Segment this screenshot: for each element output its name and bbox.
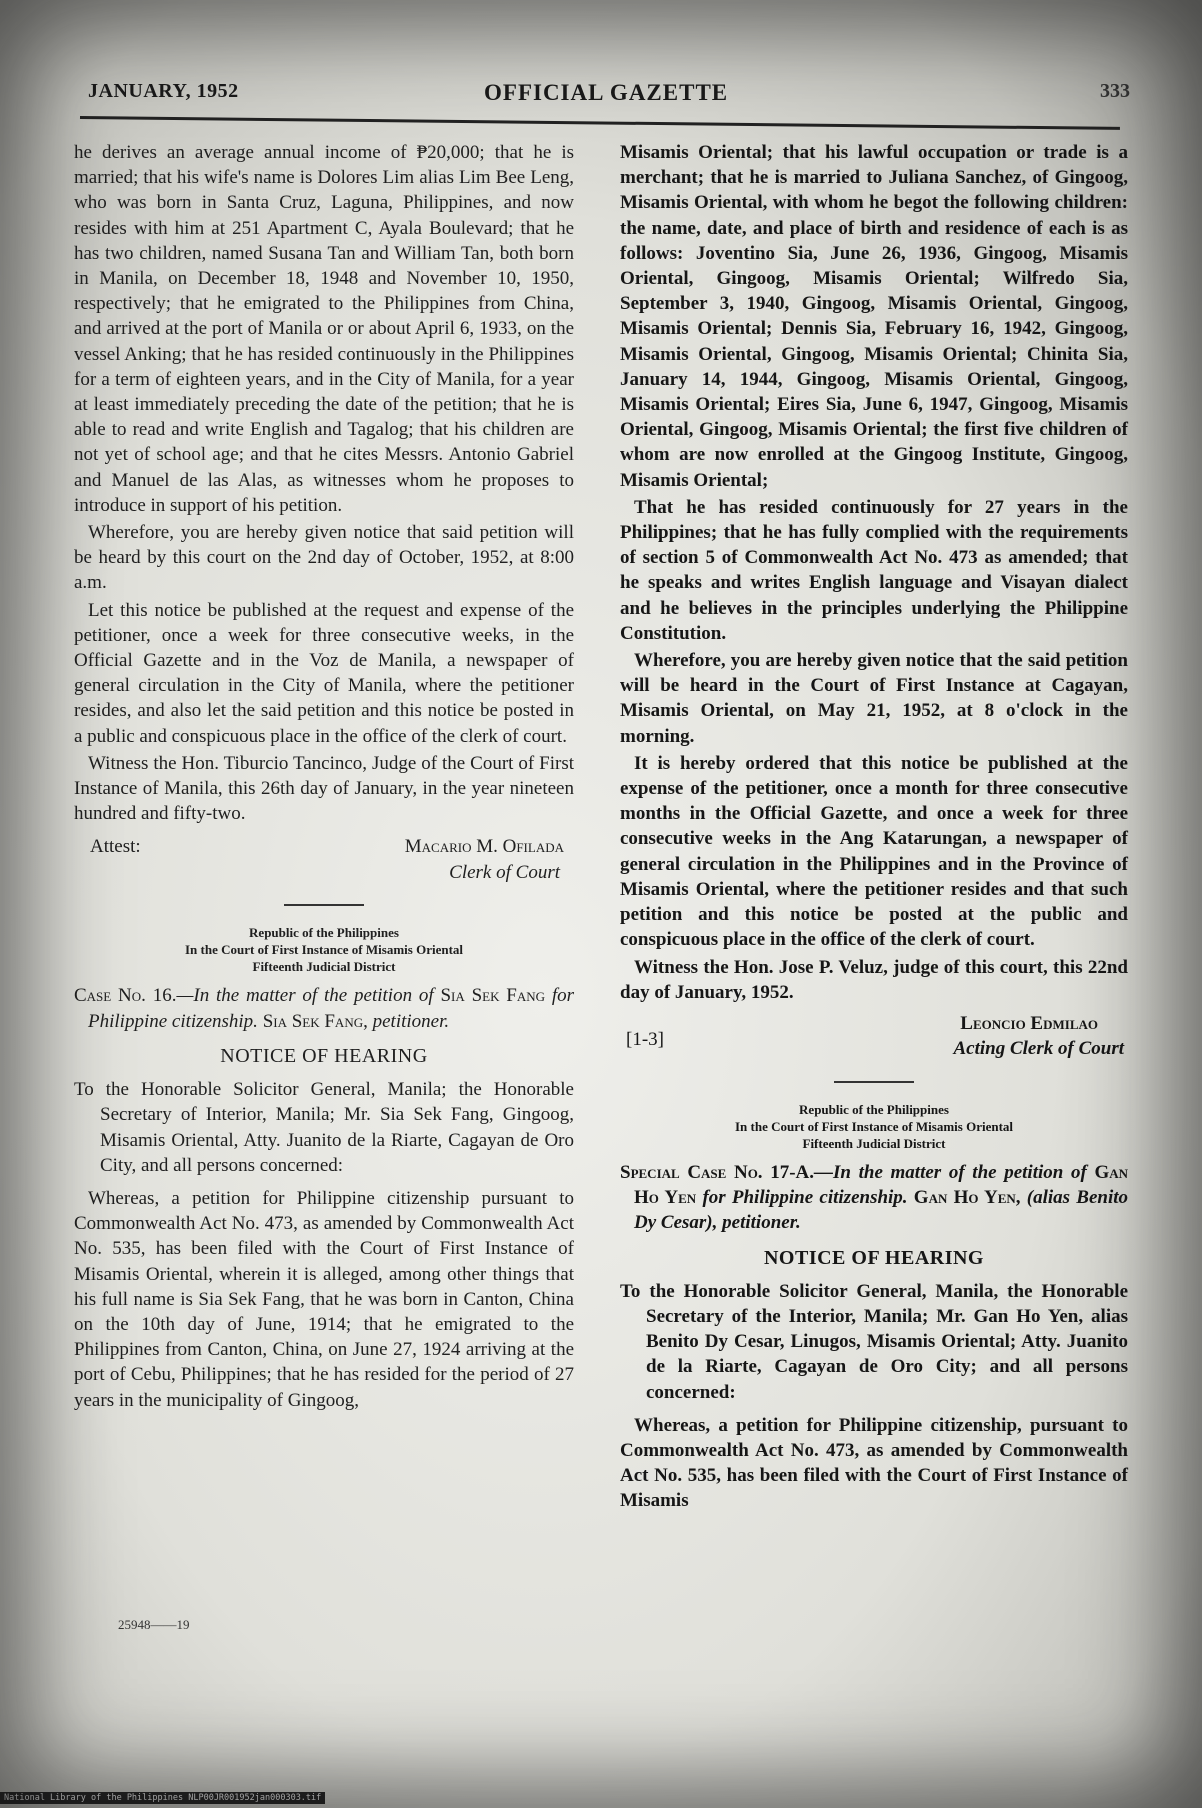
notice-addressee: To the Honorable Solicitor General, Manila; the Honorable Secretary of Interior, Manila; Mr. Sia Sek Fang, Gingoog, Misamis Oriental, Atty. Juanito de la Riarte, Cagayan de Oro City, and all persons concerned: bbox=[74, 1079, 574, 1176]
left-paragraph-1: he derives an average annual income of ₱20,000; that he is married; that his wife's name is Dolores Lim alias Lim Bee Leng, who was born in Santa Cruz, Laguna, Philippines, and now resides with him at 251 Apartment C, Ayala Boulevard; that he has two children, named Susana Tan and William Tan, both born in Manila, on December 18, 1948 and November 10, 1950, respectively; that he emigrated to the Philippines from China, and arrived at the port of Manila or or about April 6, 1933, on the vessel Anking; that he has resided continuously in the Philippines for a term of eighteen years, and in the City of Manila, for a year at least immediately preceding the date of the petition; that he is able to read and write English and Tagalog; that his children are not yet of school age; and that he cites Messrs. Antonio Gabriel and Manuel de las Alas, as witnesses whom he proposes to introduce in support of his petition. bbox=[74, 142, 574, 516]
notice-title: NOTICE OF HEARING bbox=[220, 1044, 428, 1067]
right-paragraph-5: Witness the Hon. Jose P. Veluz, judge of this court, this 22nd day of January, 1952. bbox=[620, 956, 1128, 1003]
section-divider bbox=[284, 904, 364, 906]
right-paragraph-2: That he has resided continuously for 27 years in the Philippines; that he has fully complied with the requirements of section 5 of Commonwealth Act No. 473 as amended; that he speaks and writes English language and Visayan dialect and he believes in the principles underlying the Philippine Constitution. bbox=[620, 496, 1128, 644]
right-column bbox=[620, 140, 1128, 1516]
left-paragraph-4: Witness the Hon. Tiburcio Tancinco, Judge of the Court of First Instance of Manila, this 26th day of January, in the year nineteen hundred and fifty-two. bbox=[74, 752, 574, 825]
notice-addressee-right: To the Honorable Solicitor General, Manila, the Honorable Secretary of the Interior, Manila; Mr. Gan Ho Yen, alias Benito Dy Cesar, Linugos, Misamis Oriental; Atty. Juanito de la Riarte, Cagayan de Oro City; and all persons concerned: bbox=[620, 1280, 1128, 1403]
whereas-paragraph: Whereas, a petition for Philippine citizenship pursuant to Commonwealth Act No. 473, as amended by Commonwealth Act No. 535, has been filed with the Court of First Instance of Misamis Oriental, wherein it is alleged, among other things that his full name is Sia Sek Fang, that he was born in Canton, China on the 10th day of June, 1914; that he emigrated to the Philippines from Canton, China, on June 27, 1924 arriving at the port of Cebu, Philippines; that he has resided for the period of 27 years in the municipality of Gingoog, bbox=[74, 1187, 574, 1411]
court-republic-right: Republic of the Philippines bbox=[799, 1101, 949, 1117]
running-head-title: OFFICIAL GAZETTE bbox=[484, 80, 729, 105]
case-purpose: for Philippine citizenship. bbox=[88, 985, 575, 1032]
scan-caption: National Library of the Philippines NLP00JR001952jan000303.tif bbox=[0, 1792, 325, 1804]
case-role: petitioner. bbox=[372, 1010, 450, 1032]
case-number: Case No. 16. bbox=[74, 985, 177, 1007]
right-paragraph-4: It is hereby ordered that this notice be published at the expense of the petitioner, once a month for three consecutive months in the Official Gazette, and once a week for three consecutive weeks in the Ang Katarungan, a newspaper of general circulation in the Philippines and in the Province of Misamis Oriental, where the petitioner resides and that such petition and this notice be posted at the public and conspicuous place in the office of the clerk of court. bbox=[620, 752, 1128, 951]
court-republic: Republic of the Philippines bbox=[249, 925, 399, 941]
left-paragraph-3: Let this notice be published at the request and expense of the petitioner, once a week for three consecutive weeks, in the Official Gazette and in the Voz de Manila, a newspaper of general circulation in the City of Manila, where the petitioner resides, and also let the said petition and this notice be posted in a public and conspicuous place in the office of the clerk of court. bbox=[74, 599, 574, 747]
court-district-right: Fifteenth Judicial District bbox=[802, 1135, 946, 1151]
case-number-right: Special Case No. 17-A. bbox=[620, 1161, 814, 1183]
acting-clerk-name: Leoncio Edmilao bbox=[960, 1012, 1098, 1034]
case-petitioner-name-2: Sia Sek Fang, bbox=[262, 1010, 368, 1032]
case-petitioner-name-right: Gan Ho Yen bbox=[634, 1161, 1128, 1209]
left-signature-block bbox=[74, 834, 574, 888]
case-matter: —In the matter of the petition of bbox=[176, 985, 434, 1007]
case-role-right: petitioner. bbox=[722, 1212, 801, 1234]
clerk-name: Macario M. Ofilada bbox=[404, 836, 564, 858]
case-caption bbox=[74, 983, 574, 1033]
section-divider-right bbox=[834, 1081, 914, 1083]
case-petitioner-name: Sia Sek Fang bbox=[440, 985, 546, 1007]
print-code: 25948——19 bbox=[118, 1617, 190, 1632]
left-paragraph-2: Wherefore, you are hereby given notice that said petition will be heard by this court on the 2nd day of October, 1952, at 8:00 a.m. bbox=[74, 522, 574, 594]
court-heading bbox=[74, 924, 574, 975]
publication-tag: [1-3] bbox=[626, 1028, 664, 1050]
acting-clerk-title: Acting Clerk of Court bbox=[953, 1037, 1124, 1059]
court-name: In the Court of First Instance of Misamis Oriental bbox=[184, 942, 464, 958]
right-paragraph-3: Wherefore, you are hereby given notice that the said petition will be heard in the Court of First Instance at Cagayan, Misamis Oriental, on May 21, 1952, at 8 o'clock in the morning. bbox=[620, 650, 1128, 747]
notice-title-right: NOTICE OF HEARING bbox=[763, 1246, 984, 1269]
case-alias-right: (alias Benito Dy Cesar), bbox=[634, 1187, 1129, 1234]
court-heading-right bbox=[620, 1101, 1128, 1152]
case-matter-right: —In the matter of the petition of bbox=[814, 1161, 1087, 1183]
right-paragraph-1: Misamis Oriental; that his lawful occupation or trade is a merchant; that he is married to Juliana Sanchez, of Gingoog, Misamis Oriental, with whom he begot the following children: the name, date, and place of birth and residence of each is as follows: Joventino Sia, June 26, 1936, Gingoog, Misamis Oriental, Gingoog, Misamis Oriental; Wilfredo Sia, September 3, 1940, Gingoog, Misamis Oriental, Gingoog, Misamis Oriental; Dennis Sia, February 16, 1942, Gingoog, Misamis Oriental, Gingoog, Misamis Oriental; Chinita Sia, January 14, 1944, Gingoog, Misamis Oriental, Gingoog, Misamis Oriental; Eires Sia, June 6, 1947, Gingoog, Misamis Oriental, Gingoog, Misamis Oriental; the first five children of whom are now enrolled at the Gingoog Institute, Gingoog, Misamis Oriental; bbox=[620, 142, 1128, 491]
case-caption-right bbox=[620, 1160, 1128, 1236]
page-number: 333 bbox=[1100, 80, 1130, 102]
right-signature-block bbox=[620, 1011, 1128, 1065]
running-head-date: JANUARY, 1952 bbox=[88, 80, 239, 102]
whereas-paragraph-right: Whereas, a petition for Philippine citizenship, pursuant to Commonwealth Act No. 473, as amended by Commonwealth Act No. 535, has been filed with the Court of First Instance of Misamis bbox=[620, 1414, 1128, 1512]
clerk-title: Clerk of Court bbox=[449, 862, 560, 884]
court-name-right: In the Court of First Instance of Misamis Oriental bbox=[734, 1118, 1014, 1134]
attest-label: Attest: bbox=[90, 836, 141, 858]
header-rule bbox=[80, 116, 1120, 130]
case-purpose-right: for Philippine citizenship. bbox=[702, 1187, 908, 1209]
left-column bbox=[74, 140, 574, 1415]
case-petitioner-name-right-2: Gan Ho Yen, bbox=[913, 1187, 1021, 1209]
court-district: Fifteenth Judicial District bbox=[252, 959, 396, 975]
